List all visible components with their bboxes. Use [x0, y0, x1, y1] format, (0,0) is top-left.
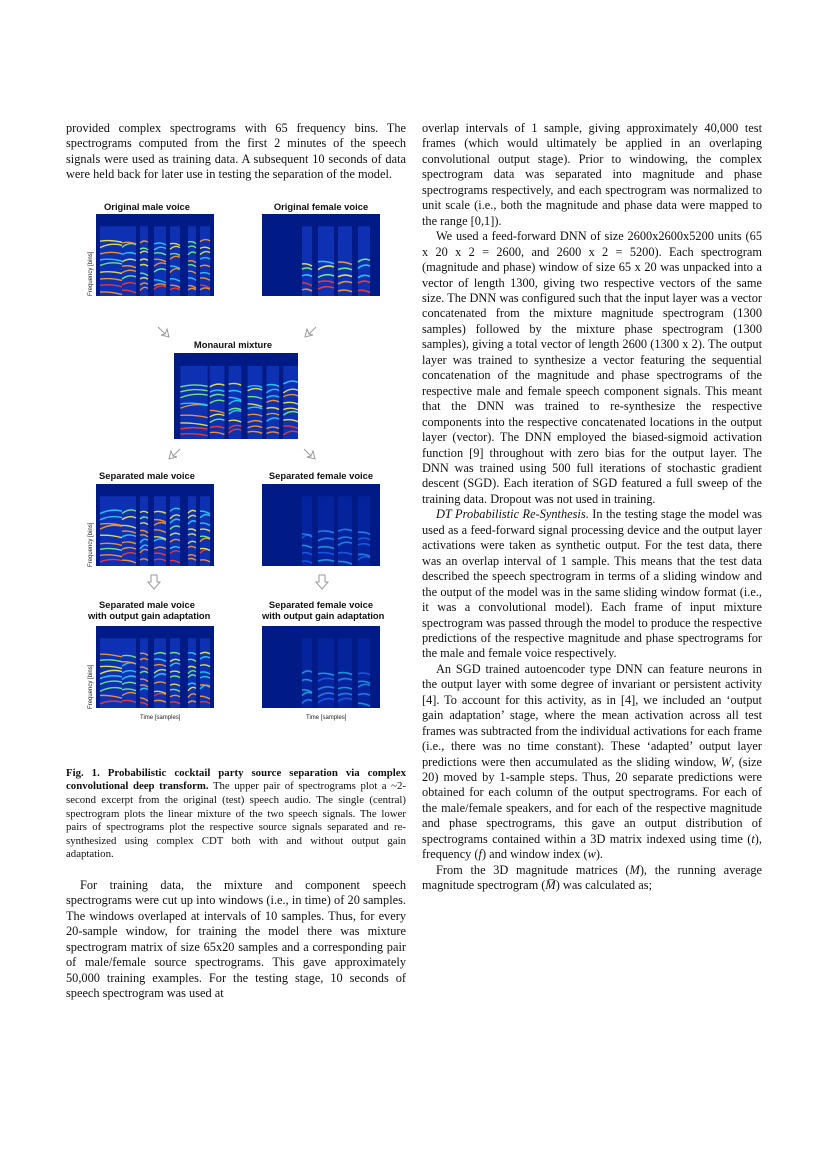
math-var: M: [629, 862, 640, 877]
panel-title-line: Separated male voice: [99, 598, 195, 610]
arrow-down-right-icon: [302, 446, 318, 462]
paragraph: We used a feed-forward DNN of size 2600x2600x5200 units (65 x 20 x 2 = 2600, and 2600 x 2 = 5200). Each spectrogram (magnitude and phase) window of size 65 x 20 was unpacked into a vector of length 1300, giving two respective vectors of the same size. The DNN was configured such that the input layer was a vector concatenated from the mixture magnitude spectrogram (1300 samples) followed by the mixture phase spectrogram (1300 samples), giving a total vector of length 2600 (1300 x 2). The output layer was trained to synthesize a vector featuring the sequential concatenation of the magnitude and phase spectrograms of the respective male and female speech component signals. This meant that the DNN was trained to re-synthesize the respective components into the respective concatenated locations in the output layer (vector). The DNN employed the biased-sigmoid activation function [9] throughout with zero bias for the output layer. The DNN was trained using 500 full iterations of stochastic gradient descent (SGD). Each iteration of SGD featured a full sweep of the training data. Dropout was not used in training.: [422, 229, 762, 506]
panel-title-separated-male: Separated male voice: [99, 469, 195, 481]
left-column: [66, 121, 406, 1002]
panel-title-line: Separated female voice: [268, 598, 374, 610]
arrow-down-left-icon: [302, 323, 318, 339]
paragraph-text: ) and window index (: [481, 847, 588, 862]
paragraph: [422, 662, 762, 863]
spectrogram-gain-female: [262, 626, 380, 708]
spectrogram-separated-female: [262, 484, 380, 566]
math-var: f: [478, 847, 482, 862]
y-axis-label: Frequency [bins]: [88, 251, 94, 296]
arrow-down-right-icon: [156, 323, 172, 339]
paragraph: provided complex spectrograms with 65 frequency bins. The spectrograms computed from the first 2 minutes of the speech signals were used as training data. A subsequent 10 seconds of data were held back for later use in testing the separation of the model.: [66, 121, 406, 182]
math-var: M̅: [545, 878, 556, 893]
math-var: t: [751, 831, 755, 846]
panel-title-original-male: Original male voice: [104, 200, 190, 212]
y-axis-label: Frequency [bins]: [88, 664, 94, 709]
paragraph-text: An SGD trained autoencoder type DNN can feature neurons in the output layer with some degree of invariant or persistent activity [4]. To account for this activity, as in [4], we included an ‘output gain adaptation’ stage, where the mean activation across all test frames was subtracted from the individual activations for each frame (i.e., there was no time constant). These ‘adapted’ output layer predictions were then accumulated as the sliding window,: [422, 661, 762, 769]
paragraph: [422, 507, 762, 662]
math-var: W: [720, 754, 732, 769]
paragraph: For training data, the mixture and component speech spectrograms were cut up into windows (i.e., in time) of 20 samples. The windows overlaped at intervals of 10 samples. Thus, for every 20-sample window, for training the model there was mixture spectrogram matrix of size 65x20 samples and a corresponding pair of male/female source spectrograms. This gave approximately 50,000 training examples. For the testing stage, 10 seconds of speech spectrogram was used at: [66, 877, 406, 1001]
panel-title-mixture: Monaural mixture: [193, 338, 273, 350]
arrow-down-left-icon: [166, 446, 182, 462]
paragraph-text: ), the running average magnitude spectrogram (: [422, 862, 762, 893]
caption-title: Fig. 1. Probabilistic cocktail party source separation via complex convolutional deep transform.: [66, 766, 406, 793]
arrow-down-icon: [314, 574, 330, 590]
right-column: [422, 121, 762, 894]
panel-title-separated-female: Separated female voice: [268, 469, 374, 481]
section-heading: DT Probabilistic Re-Synthesis: [436, 507, 586, 522]
paragraph: [422, 863, 762, 894]
paragraph-text: From the 3D magnitude matrices (: [436, 862, 630, 877]
panel-title-line: with output gain adaptation: [88, 609, 211, 621]
panel-title-gain-male: [88, 598, 211, 621]
spectrogram-original-female: [262, 214, 380, 296]
spectrogram-gain-male: [96, 626, 214, 708]
x-axis-label: Time [samples]: [306, 714, 347, 721]
arrow-down-icon: [146, 574, 162, 590]
panel-title-line: with output gain adaptation: [262, 609, 385, 621]
figure-caption: [66, 767, 406, 862]
paragraph-text: ).: [595, 847, 604, 862]
paragraph-text: ), frequency (: [422, 831, 762, 862]
figure-1: [66, 201, 406, 767]
paragraph-text: . In the testing stage the model was used as a feed-forward signal processing device and the output layer activations were taken as synthetic output. For the test data, there was an overlap interval of 1 sample. This means that the test data described the speech spectrogram in terms of a sliding window and the output of the model was in the same sliding window format (i.e., it was a convolutional model). Each frame of input mixture spectrogram was passed through the model to produce the respective predictions of the respective magnitude and phase spectrograms for the male and female voice respectively.: [422, 507, 762, 661]
panel-title-gain-female: [262, 598, 385, 621]
x-axis-label: Time [samples]: [140, 714, 181, 721]
spectrogram-separated-male: [96, 484, 214, 566]
math-var: w: [587, 847, 596, 862]
paragraph-text: , (size 20) moved by 1-sample steps. Thus, 20 separate predictions were obtained for each column of the output spectrograms. For each of the male/female speakers, and for each of the respective magnitude and phase spectrograms, this gave an output distribution of spectrograms contained within a 3D matrix indexed using time (: [422, 754, 762, 846]
spectrogram-original-male: [96, 214, 214, 296]
caption-text: The upper pair of spectrograms plot a ~2-second excerpt from the original (test) speech audio. The single (central) spectrogram plots the linear mixture of the two speech signals. The lower pairs of spectrograms plot the respective source signals separated and re-synthesized using complex CDT both with and without output gain adaptation.: [66, 780, 406, 861]
spectrogram-mixture: [174, 353, 298, 439]
paragraph-text: ) was calculated as;: [555, 878, 653, 893]
y-axis-label: Frequency [bins]: [88, 522, 94, 567]
paragraph: overlap intervals of 1 sample, giving approximately 40,000 test frames (which would ultimately be applied in an overlaping convolutional output stage). Prior to windowing, the complex spectrogram data was separated into magnitude and phase spectrograms respectively, and each spectrogram was normalized to unit scale (i.e., both the magnitude and phase data were mapped to the range [0,1]).: [422, 121, 762, 228]
panel-title-original-female: Original female voice: [273, 200, 369, 212]
